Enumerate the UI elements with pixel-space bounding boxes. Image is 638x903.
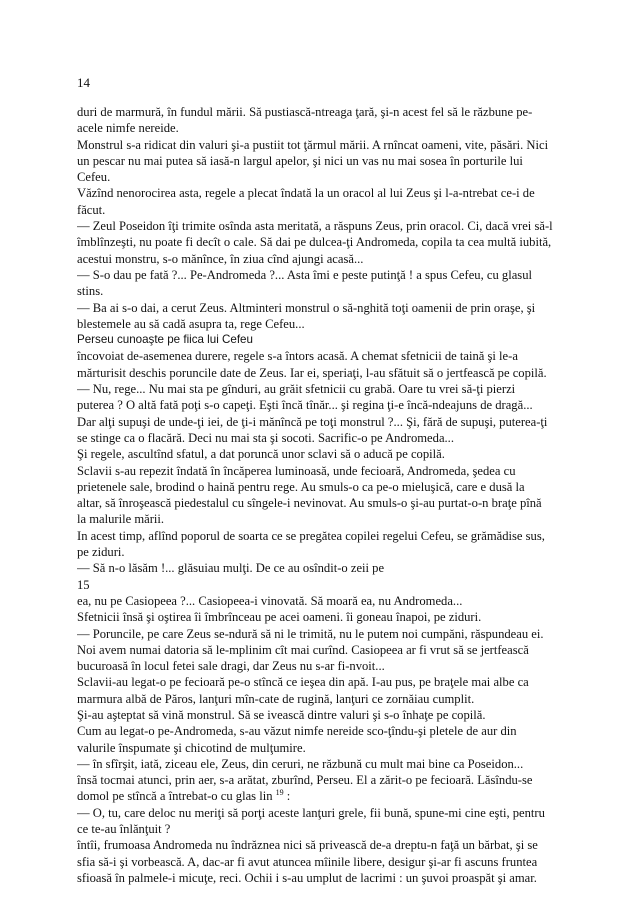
line-text: Monstrul s-a ridicat din valuri şi-a pustiit tot ţărmul mării. A rnîncat oameni, vite, păsări. Nici <box>77 137 549 152</box>
text-line <box>77 120 565 136</box>
line-text: bucuroasă în locul fetei sale dragi, dar Zeus nu s-ar fi-nvoit... <box>77 659 385 674</box>
line-text: ce te-au înlănţuit ? <box>77 822 171 837</box>
line-text: Cefeu. <box>77 170 111 185</box>
text-line <box>77 626 565 642</box>
line-text: — Ba ai s-o dai, a cerut Zeus. Altminteri monstrul o să-nghită toţi oamenii de prin oraşe, şi <box>77 300 536 315</box>
text-line <box>77 674 565 690</box>
line-text: Şi-au aşteptat să vină monstrul. Să se ivească dintre valuri şi s-o înhaţe pe copilă. <box>77 707 486 722</box>
text-line <box>77 593 565 609</box>
line-text: valurile înspumate şi chicotind de mulţumire. <box>77 740 306 755</box>
line-text: îmblînzeşti, nu poate fi decît o cale. Să dai pe dulcea-ţi Andromeda, copila ta cea multă iubită, <box>77 235 552 250</box>
text-line <box>77 821 565 837</box>
text-line <box>77 837 565 853</box>
text-line <box>77 544 565 560</box>
line-text: un pescar nu mai putea să iasă-n largul apelor, şi nici un vas nu mai sosea în porturile lui <box>77 153 523 168</box>
text-line <box>77 805 565 821</box>
text-line <box>77 723 565 739</box>
line-text: mărturisit deschis poruncile date de Zeus. Iar ei, speriaţi, l-au sfătuit să o jertfească pe copilă. <box>77 365 547 380</box>
line-text: — Zeul Poseidon îţi trimite osînda asta meritată, a răspuns Zeus, prin oracol. Ci, dacă vrei să-l <box>77 219 553 234</box>
line-text: duri de marmură, în fundul mării. Să pustiască-ntreaga ţară, şi-n acest fel să le răzbune pe- <box>77 105 533 119</box>
line-text: Şi regele, ascultînd sfatul, a dat poruncă unor sclavi să o aducă pe copilă. <box>77 447 445 462</box>
line-text: In acest timp, aflînd poporul de soarta ce se pregătea copilei regelui Cefeu, se grămădise sus, <box>77 528 545 543</box>
line-text: acele nimfe nereide. <box>77 121 179 136</box>
line-text: se stinge ca o flacără. Deci nu mai sta şi socoti. Sacrific-o pe Andromeda... <box>77 430 454 445</box>
text-line <box>77 316 565 332</box>
text-line <box>77 202 565 218</box>
text-line <box>77 414 565 430</box>
line-text: stins. <box>77 284 104 299</box>
line-text: făcut. <box>77 202 106 217</box>
line-text: ea, nu pe Casiopeea ?... Casiopeea-i vinovată. Să moară ea, nu Andromeda... <box>77 593 463 608</box>
line-text: Sclavii s-au repezit îndată în încăperea luminoasă, unde fecioară, Andromeda, şedea cu <box>77 463 516 478</box>
text-line <box>77 185 565 201</box>
text-line <box>77 300 565 316</box>
line-text: — Poruncile, pe care Zeus se-ndură să ni le trimită, nu le putem noi cumpăni, răspundeau ei. <box>77 626 544 641</box>
line-text: 15 <box>77 577 90 592</box>
line-text: pe ziduri. <box>77 545 125 560</box>
line-text: puterea ? O altă fată poţi s-o capeţi. Eşti încă tînăr... şi regina ţi-e încă-ndeajuns de dragă... <box>77 398 533 413</box>
line-text: la malurile mării. <box>77 512 165 527</box>
text-line <box>77 740 565 756</box>
line-text-tail: : <box>283 789 291 804</box>
footnote-marker: 19 <box>275 788 284 798</box>
line-text: acestui monstru, s-o mănînce, în ziua cînd ajungi acasă... <box>77 251 364 266</box>
text-line <box>77 169 565 185</box>
body-text <box>77 104 565 886</box>
text-line <box>77 153 565 169</box>
text-line <box>77 658 565 674</box>
text-line <box>77 479 565 495</box>
text-line <box>77 707 565 723</box>
line-text: — Nu, rege... Nu mai sta pe gînduri, au grăit sfetnicii cu grabă. Oare tu vrei să-ţi pierzi <box>77 382 516 397</box>
line-text: — Să n-o lăsăm !... glăsuiau mulţi. De ce au osîndit-o zeii pe <box>77 561 385 576</box>
line-text: altar, să înroşească piedestalul cu sîngele-i nevinovat. Au smuls-o şi-au purtat-o-n braţe pînă <box>77 496 542 511</box>
text-line <box>77 430 565 446</box>
text-line <box>77 283 565 299</box>
text-line <box>77 397 565 413</box>
page-number: 14 <box>77 75 90 90</box>
text-line <box>77 495 565 511</box>
text-line <box>77 511 565 527</box>
text-line <box>77 446 565 462</box>
line-text: domol pe stîncă a întrebat-o cu glas lin <box>77 789 273 804</box>
line-text: blestemele au să cadă asupra ta, rege Cefeu... <box>77 316 305 331</box>
section-heading <box>77 332 565 348</box>
line-text: Sclavii-au legat-o pe fecioară pe-o stîncă ce ieşea din apă. I-au pus, pe braţele mai albe ca <box>77 675 529 690</box>
line-text: Dar alţi supuşi de unde-ţi iei, de ţi-i mănîncă pe toţi monstrul ?... Şi, fără de supuşi, puterea-ţi <box>77 414 548 429</box>
text-line <box>77 218 565 234</box>
text-line <box>77 104 565 120</box>
line-text: marmura albă de Păros, lanţuri mîn-cate de rugină, lanţuri ce zornăiau cumplit. <box>77 691 475 706</box>
line-text: sfioasă în palmele-i micuţe, reci. Ochii i s-au umplut de lacrimi : un şuvoi proaspăt şi amar. <box>77 870 537 885</box>
line-text: Perseu cunoaşte pe fiica lui Cefeu <box>77 333 253 347</box>
line-text: Noi avem numai datoria să le-mplinim cît mai curînd. Casiopeea ar fi vrut să se jertfească <box>77 642 529 657</box>
text-line <box>77 381 565 397</box>
line-text: — S-o dau pe fată ?... Pe-Andromeda ?... Asta îmi e peste putinţă ! a spus Cefeu, cu glasul <box>77 267 533 282</box>
line-text: — O, tu, care deloc nu meriţi să porţi aceste lanţuri grele, fii bună, spune-mi cine eşti, pentru <box>77 805 545 820</box>
line-text: încovoiat de-asemenea durere, regele s-a întors acasă. A chemat sfetnicii de taină şi le-a <box>77 349 518 364</box>
text-line <box>77 691 565 707</box>
text-line <box>77 234 565 250</box>
line-text: Cum au legat-o pe-Andromeda, s-au văzut nimfe nereide sco-ţîndu-şi pletele de aur din <box>77 724 517 739</box>
text-line <box>77 756 565 772</box>
text-line <box>77 577 565 593</box>
text-line <box>77 560 565 576</box>
line-text: însă tocmai atunci, prin aer, s-a arătat, zburînd, Perseu. El a zărit-o pe fecioară. Lăsîndu-se <box>77 773 533 788</box>
text-line <box>77 348 565 364</box>
text-line <box>77 854 565 870</box>
text-line <box>77 137 565 153</box>
line-text: întîi, frumoasa Andromeda nu îndrăznea nici să privească de-a dreptu-n faţă un bărbat, şi se <box>77 838 538 853</box>
text-line <box>77 609 565 625</box>
text-line <box>77 870 565 886</box>
text-line <box>77 267 565 283</box>
text-line <box>77 463 565 479</box>
text-line <box>77 772 565 788</box>
text-line <box>77 642 565 658</box>
line-text: — în sfîrşit, iată, ziceau ele, Zeus, din ceruri, ne răzbună cu mult mai bine ca Poseidon... <box>77 756 524 771</box>
text-line <box>77 528 565 544</box>
line-text: sfia să-i şi vorbească. A, dac-ar fi avut atuncea mîinile libere, desigur şi-ar fi ascuns fruntea <box>77 854 538 869</box>
text-line <box>77 365 565 381</box>
line-text: Sfetnicii însă şi oştirea îi îmbrînceau pe acei oameni. îi goneau înapoi, pe ziduri. <box>77 610 482 625</box>
line-text: prietenele sale, brodind o haină pentru rege. Au smuls-o ca pe-o mieluşică, care e dusă la <box>77 479 525 494</box>
text-line <box>77 788 565 804</box>
line-text: Văzînd nenorocirea asta, regele a plecat îndată la un oracol al lui Zeus şi l-a-ntrebat ce-i de <box>77 186 535 201</box>
text-line <box>77 251 565 267</box>
